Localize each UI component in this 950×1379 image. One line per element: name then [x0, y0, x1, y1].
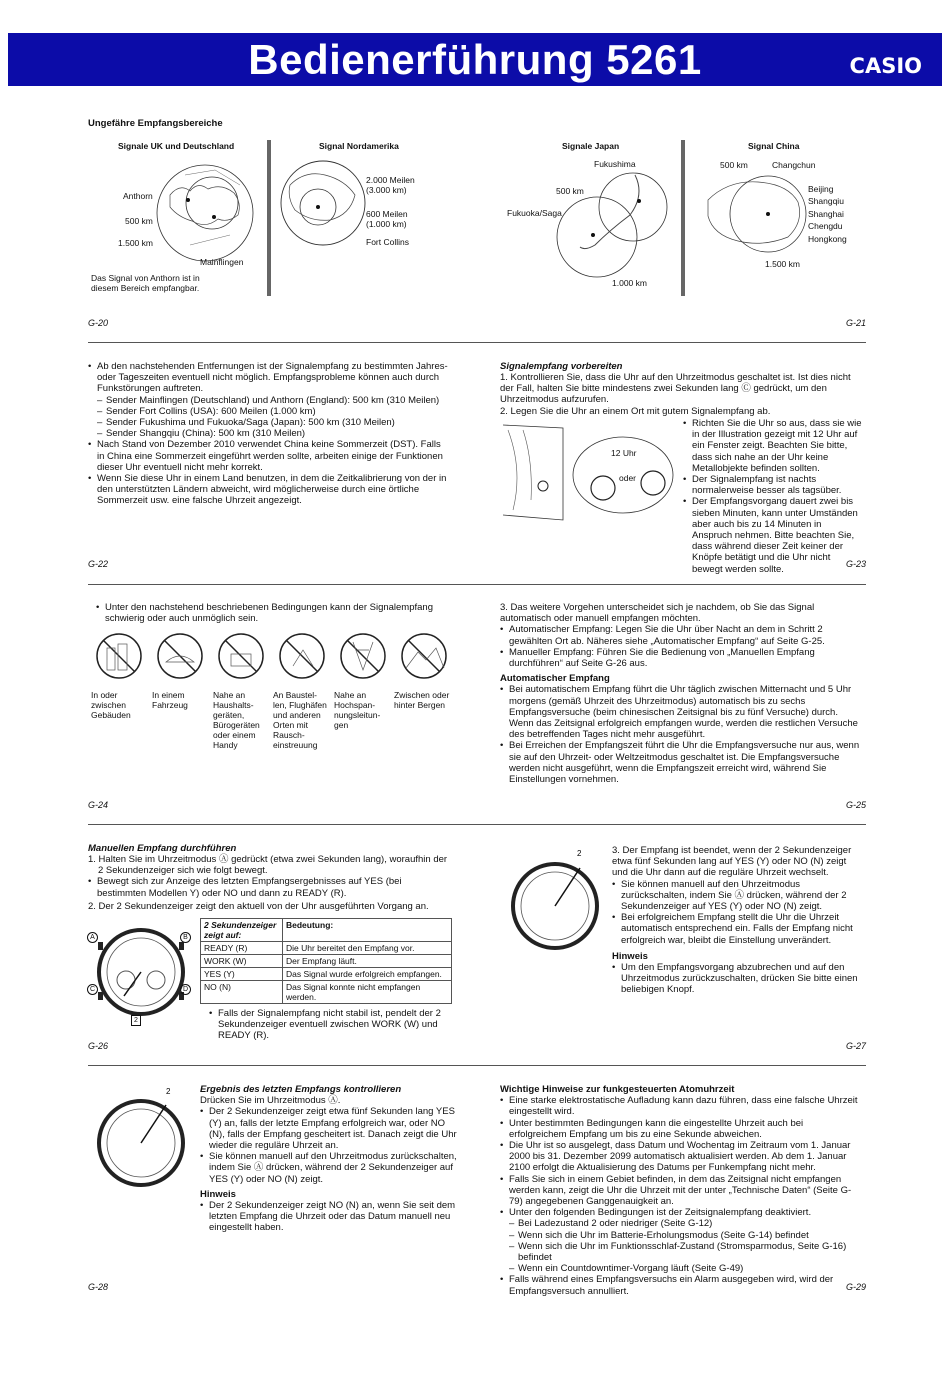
label-cn-1500km: 1.500 km	[765, 259, 800, 269]
page-number-g25: G-25	[846, 800, 867, 810]
table-cell-value: Der Empfang läuft.	[283, 955, 452, 968]
label-uk-500km: 500 km	[125, 216, 153, 226]
watch-figure-g27	[500, 848, 610, 958]
table-cell-key: NO (N)	[201, 981, 283, 1004]
g29-dash-1: – Bei Ladezustand 2 oder niedriger (Seite G-12)	[509, 1218, 862, 1229]
g25-step3-manual: • Manueller Empfang: Führen Sie die Bedienung von „Manuellen Empfang durchführen“ auf Seite G-26 aus.	[500, 647, 862, 669]
g23-heading: Signalempfang vorbereiten	[500, 361, 623, 372]
map-japan-figure	[555, 165, 675, 285]
g28-hint-bullet: • Der 2 Sekundenzeiger zeigt NO (N) an, wenn Sie seit dem letzten Empfang die Uhrzeit oder das Datum manuell neu eingestellt haben.	[200, 1200, 458, 1234]
label-fortcollins: Fort Collins	[366, 237, 409, 247]
label-na-2000mi: 2.000 Meilen (3.000 km)	[366, 175, 415, 196]
g22-dash-3: – Sender Fukushima und Fukuoka/Saga (Japan): 500 km (310 Meilen)	[97, 417, 450, 428]
label-fukuoka: Fukuoka/Saga	[507, 208, 562, 218]
condition-appliances: Nahe an Haushalts-geräten, Bürogeräten oder einem Handy	[213, 690, 260, 751]
button-d-label: D	[180, 984, 191, 995]
table-row	[201, 955, 452, 968]
conditions-icons	[91, 632, 461, 680]
g29-dash-3: – Wenn sich die Uhr im Funktionsschlaf-Zustand (Stromsparmodus, Seite G-16) befindet	[509, 1241, 862, 1263]
table-cell-value: Das Signal wurde erfolgreich empfangen.	[283, 968, 452, 981]
condition-buildings: In oder zwischen Gebäuden	[91, 690, 131, 721]
label-na-600mi: 600 Meilen (1.000 km)	[366, 209, 408, 230]
table-row	[201, 981, 452, 1004]
page-number-g20: G-20	[88, 318, 109, 328]
label-beijing: Beijing	[808, 184, 834, 194]
anthorn-note: Das Signal von Anthorn ist in diesem Bereich empfangbar.	[91, 273, 200, 294]
g26-step1-line2: 2 Sekundenzeiger sich wie folgt bewegt.	[98, 865, 268, 877]
g27-bullet-1: • Sie können manuell auf den Uhrzeitmodus zurückschalten, indem Sie Ⓐ drücken, während der 2 Sekundenzeiger auf YES (Y) oder NO (N) zeigt.	[612, 879, 862, 913]
label-jp-500km: 500 km	[556, 186, 584, 196]
page-number-g23: G-23	[846, 559, 867, 569]
label-shangqiu: Shangqiu	[808, 196, 844, 206]
g26-step2: 2. Der 2 Sekundenzeiger zeigt den aktuell von der Uhr ausgeführten Vorgang an.	[88, 900, 429, 912]
label-shanghai: Shanghai	[808, 209, 844, 219]
g26-note	[209, 1008, 454, 1042]
button-c-label: C	[87, 984, 98, 995]
g25-bullet-2: • Bei Erreichen der Empfangszeit führt die Uhr die Empfangsversuche nur aus, wenn sie auf den Uhrzeit- oder Weltzeitmodus geschaltet ist. Die Empfangsversuche werden nicht ausgeführt, wenn die Empfangszeit erreicht wird, während Sie Einstellungen vornehmen.	[500, 740, 862, 785]
casio-logo: CASIO	[849, 54, 922, 78]
g29-heading: Wichtige Hinweise zur funkgesteuerten Atomuhrzeit	[500, 1084, 735, 1095]
label-chengdu: Chengdu	[808, 221, 843, 231]
g26-step1-line1: 1. Halten Sie im Uhrzeitmodus Ⓐ gedrückt (etwa zwei Sekunden lang), woraufhin der	[88, 854, 448, 865]
document-title: Bedienerführung 5261	[248, 36, 702, 83]
page-number-g24: G-24	[88, 800, 109, 810]
g22-bullet-1: • Ab den nachstehenden Entfernungen ist der Signalempfang zu bestimmten Jahres- oder Tageszeiten eventuell nicht möglich. Empfangsprobleme können auch durch Funkstörungen auftreten. – Sender Mainflingen (Deutschland) und Anthorn (England): 500 km (310 Meilen) – Sender Fort Collins (USA): 600 Meilen (1.000 km) – Sender Fukushima und Fukuoka/Saga (Japan): 500 km (310 Meilen) – Sender Shangqiu (China): 500 km (310 Meilen)	[88, 361, 450, 439]
separator-4	[88, 1065, 866, 1066]
watch-figure-g28	[86, 1085, 196, 1195]
g27-content	[612, 845, 862, 996]
g25-step3: 3. Das weitere Vorgehen unterscheidet sich je nachdem, ob Sie das Signal automatisch oder manuell empfangen möchten.	[500, 602, 815, 625]
label-fukushima: Fukushima	[594, 159, 636, 169]
window-watch-figure	[503, 420, 683, 540]
separator-3	[88, 824, 866, 825]
g29-dash-2: – Wenn sich die Uhr im Batterie-Erholungsmodus (Seite G-14) befindet	[509, 1230, 862, 1241]
table-cell-key: READY (R)	[201, 942, 283, 955]
g23-bullets	[683, 418, 863, 575]
label-12uhr: 12 Uhr	[611, 448, 637, 458]
map-uk-figure	[150, 155, 260, 265]
label-jp-1000km: 1.000 km	[612, 278, 647, 288]
g22-dash-2: – Sender Fort Collins (USA): 600 Meilen (1.000 km)	[97, 406, 450, 417]
hand-2-marker: 2	[166, 1087, 171, 1096]
label-anthorn: Anthorn	[123, 191, 153, 201]
label-uk-1500km: 1.500 km	[118, 238, 153, 248]
page-number-g21: G-21	[846, 318, 867, 328]
condition-vehicle: In einem Fahrzeug	[152, 690, 188, 711]
g22-bullet-3: • Wenn Sie diese Uhr in einem Land benutzen, in dem die Zeitkalibrierung von der in den unterstützten Ländern abweicht, wird möglicherweise durch eine örtliche Sommerzeit usw. eine falsche Uhrzeit angezeigt.	[88, 473, 450, 507]
map-divider-2	[681, 140, 685, 296]
label-oder: oder	[619, 473, 637, 483]
g27-step3: 3. Der Empfang ist beendet, wenn der 2 Sekundenzeiger etwa fünf Sekunden lang auf YES (Y) oder NO (N) zeigt und die Uhr dann auf die reguläre Uhrzeit wechselt.	[612, 845, 852, 879]
g29-bullet-1: • Eine starke elektrostatische Aufladung kann dazu führen, dass eine falsche Uhrzeit eingestellt wird.	[500, 1095, 862, 1117]
label-cn-500km: 500 km	[720, 160, 748, 170]
table-header-hand: 2 Sekundenzeiger zeigt auf:	[201, 919, 283, 942]
table-row	[201, 942, 452, 955]
g23-step2: 2. Legen Sie die Uhr an einem Ort mit gutem Signalempfang ab.	[500, 406, 771, 417]
g25-heading: Automatischer Empfang	[500, 673, 610, 685]
hand-2-marker: 2	[577, 849, 582, 858]
g26-heading: Manuellen Empfang durchführen	[88, 843, 237, 854]
map-na-title: Signal Nordamerika	[319, 141, 399, 151]
hand-meaning-table	[200, 918, 452, 1004]
g25-step3-auto: • Automatischer Empfang: Legen Sie die Uhr über Nacht an dem in Schritt 2 gewählten Ort ab. Näheres siehe „Automatischer Empfang“ auf Seite G-25.	[500, 624, 862, 646]
condition-mountains: Zwischen oder hinter Bergen	[394, 690, 450, 711]
g23-bullet-1: • Richten Sie die Uhr so aus, dass sie wie in der Illustration gezeigt mit 12 Uhr auf ein Fenster zeigt. Beachten Sie bitte, dass sich nahe an der Uhr keine Metallobjekte befinden sollten.	[683, 418, 863, 474]
g29-bullet-5: • Unter den folgenden Bedingungen ist der Zeitsignalempfang deaktiviert. – Bei Ladezustand 2 oder niedriger (Seite G-12) – Wenn sich die Uhr im Batterie-Erholungsmodus (Seite G-14) befindet – Wenn sich die Uhr im Funktionsschlaf-Zustand (Stromsparmodus, Seite G-16) befindet – Wenn ein Countdowntimer-Vorgang läuft (Seite G-49)	[500, 1207, 862, 1274]
map-china-title: Signal China	[748, 141, 800, 151]
g26-step1	[88, 854, 450, 912]
no-signal-icons	[91, 632, 461, 680]
map-china-figure	[700, 170, 810, 260]
g28-heading: Ergebnis des letzten Empfangs kontrollieren	[200, 1084, 402, 1095]
g22-bullet-2: • Nach Stand von Dezember 2010 verwendet China keine Sommerzeit (DST). Falls in China eine Sommerzeit eingeführt werden sollte, arbeiten einige der Funktionen dieser Uhr eventuell nicht mehr korrekt.	[88, 439, 450, 473]
label-mainflingen: Mainflingen	[200, 257, 244, 267]
g29-dash-4: – Wenn ein Countdowntimer-Vorgang läuft (Seite G-49)	[509, 1263, 862, 1274]
table-row	[201, 968, 452, 981]
g29-bullet-3: • Die Uhr ist so ausgelegt, dass Datum und Wochentag im Zeitraum vom 1. Januar 2000 bis 31. Dezember 2099 automatisch aktualisiert werden. Ab dem 1. Januar 2100 erfolgt die Aktualisierung des Datums per Funkempfang nicht mehr.	[500, 1140, 862, 1174]
hand-2-label: 2	[131, 1015, 141, 1026]
g22-dash-1: – Sender Mainflingen (Deutschland) und Anthorn (England): 500 km (310 Meilen)	[97, 395, 450, 406]
page-number-g28: G-28	[88, 1282, 109, 1292]
g22-content	[88, 361, 450, 507]
g29-bullet-2: • Unter bestimmten Bedingungen kann die eingestellte Uhrzeit auch bei erfolgreichem Empfang um bis zu eine Sekunde abweichen.	[500, 1118, 862, 1140]
g28-hint-heading: Hinweis	[200, 1188, 236, 1200]
table-cell-key: YES (Y)	[201, 968, 283, 981]
page-number-g26: G-26	[88, 1041, 109, 1051]
page-number-g27: G-27	[846, 1041, 867, 1051]
condition-powerlines: Nahe an Hochspan-nungsleitun-gen	[334, 690, 381, 731]
label-hongkong: Hongkong	[808, 234, 847, 244]
page-number-g22: G-22	[88, 559, 109, 569]
table-cell-value: Das Signal konnte nicht empfangen werden.	[283, 981, 452, 1004]
g26-note-bullet: • Falls der Signalempfang nicht stabil ist, pendelt der 2 Sekundenzeiger eventuell zwischen WORK (W) und READY (R).	[209, 1008, 454, 1042]
g23-bullet-2: • Der Signalempfang ist nachts normalerweise besser als tagsüber.	[683, 474, 863, 496]
g24-intro	[96, 602, 450, 624]
g28-intro: Drücken Sie im Uhrzeitmodus Ⓐ.	[200, 1095, 341, 1107]
g29-bullet-6: • Falls während eines Empfangsversuchs ein Alarm ausgegeben wird, wird der Empfangsversuch annulliert.	[500, 1274, 862, 1296]
button-a-label: A	[87, 932, 98, 943]
g27-hint-bullet: • Um den Empfangsvorgang abzubrechen und auf den Uhrzeitmodus zurückzuschalten, drücken Sie bitte einen beliebigen Knopf.	[612, 962, 862, 996]
g27-hint-heading: Hinweis	[612, 950, 648, 962]
map-uk-title: Signale UK und Deutschland	[118, 141, 235, 151]
map-japan-title: Signale Japan	[562, 141, 620, 151]
condition-construction: An Baustel-len, Flughäfen und anderen Orten mit Rausch-einstreuung	[273, 690, 327, 751]
g22-dash-4: – Sender Shangqiu (China): 500 km (310 Meilen)	[97, 428, 450, 439]
g27-bullet-2: • Bei erfolgreichem Empfang stellt die Uhr die Uhrzeit automatisch entsprechend ein. Falls der Empfang nicht erfolgreich war, bleibt die Einstellung unverändert.	[612, 912, 862, 946]
separator-1	[88, 342, 866, 343]
header-banner	[8, 33, 942, 86]
g23-bullet-3: • Der Empfangsvorgang dauert zwei bis sieben Minuten, kann unter Umständen aber auch bis zu 14 Minuten in Anspruch nehmen. Bitte beachten Sie, dass während dieser Zeit keiner der Knöpfe betätigt und die Uhr nicht bewegt werden sollte.	[683, 496, 863, 574]
g23-step1: 1. Kontrollieren Sie, dass die Uhr auf den Uhrzeitmodus geschaltet ist. Ist dies nicht der Fall, halten Sie bitte mindestens zwei Sekunden lang Ⓒ gedrückt, um den Uhrzeitmodus aufzurufen.	[500, 372, 851, 406]
g29-content	[500, 1084, 862, 1297]
g25-bullet-1: • Bei automatischem Empfang führt die Uhr täglich zwischen Mitternacht und 5 Uhr morgens (gemäß Uhrzeit des Uhrzeitmodus) automatisch bis zu sechs Empfangsversuche (beim chinesischen Zeitsignal bis zu fünf Versuche) durch. Wenn das Zeitsignal erfolgreich empfangen wurde, werden die restlichen Versuche des betreffenden Tages nicht mehr ausgeführt.	[500, 684, 862, 740]
separator-2	[88, 584, 866, 585]
g28-bullet-2: • Sie können manuell auf den Uhrzeitmodus zurückschalten, indem Sie Ⓐ drücken, während der 2 Sekundenzeiger auf YES (Y) oder NO (N) zeigt.	[200, 1151, 458, 1185]
table-cell-value: Die Uhr bereitet den Empfang vor.	[283, 942, 452, 955]
table-header-meaning: Bedeutung:	[283, 919, 452, 942]
g26-step1-bullet: • Bewegt sich zur Anzeige des letzten Empfangsergebnisses auf YES (bei bestimmten Modellen Y) oder NO und dann zu READY (R).	[88, 876, 450, 898]
g28-content	[200, 1084, 458, 1234]
g28-bullet-1: • Der 2 Sekundenzeiger zeigt etwa fünf Sekunden lang YES (Y) an, falls der letzte Empfang erfolgreich war, oder NO (N), falls der Empfang gescheitert ist. Danach zeigt die Uhr wieder die reguläre Uhrzeit an.	[200, 1106, 458, 1151]
g29-bullet-4: • Falls Sie sich in einem Gebiet befinden, in dem das Zeitsignal nicht empfangen werden kann, zeigt die Uhr die Uhrzeit mit der unter „Technische Daten“ (Seite G-79) angegebenen Ganggenauigkeit an.	[500, 1174, 862, 1208]
map-divider-1	[267, 140, 271, 296]
label-changchun: Changchun	[772, 160, 816, 170]
table-cell-key: WORK (W)	[201, 955, 283, 968]
button-b-label: B	[180, 932, 191, 943]
g25-content	[500, 602, 862, 785]
page-number-g29: G-29	[846, 1282, 867, 1292]
reception-heading: Ungefähre Empfangsbereiche	[88, 118, 223, 129]
map-na-figure	[278, 155, 368, 250]
g24-intro-bullet: • Unter den nachstehend beschriebenen Bedingungen kann der Signalempfang schwierig oder auch unmöglich sein.	[96, 602, 450, 624]
